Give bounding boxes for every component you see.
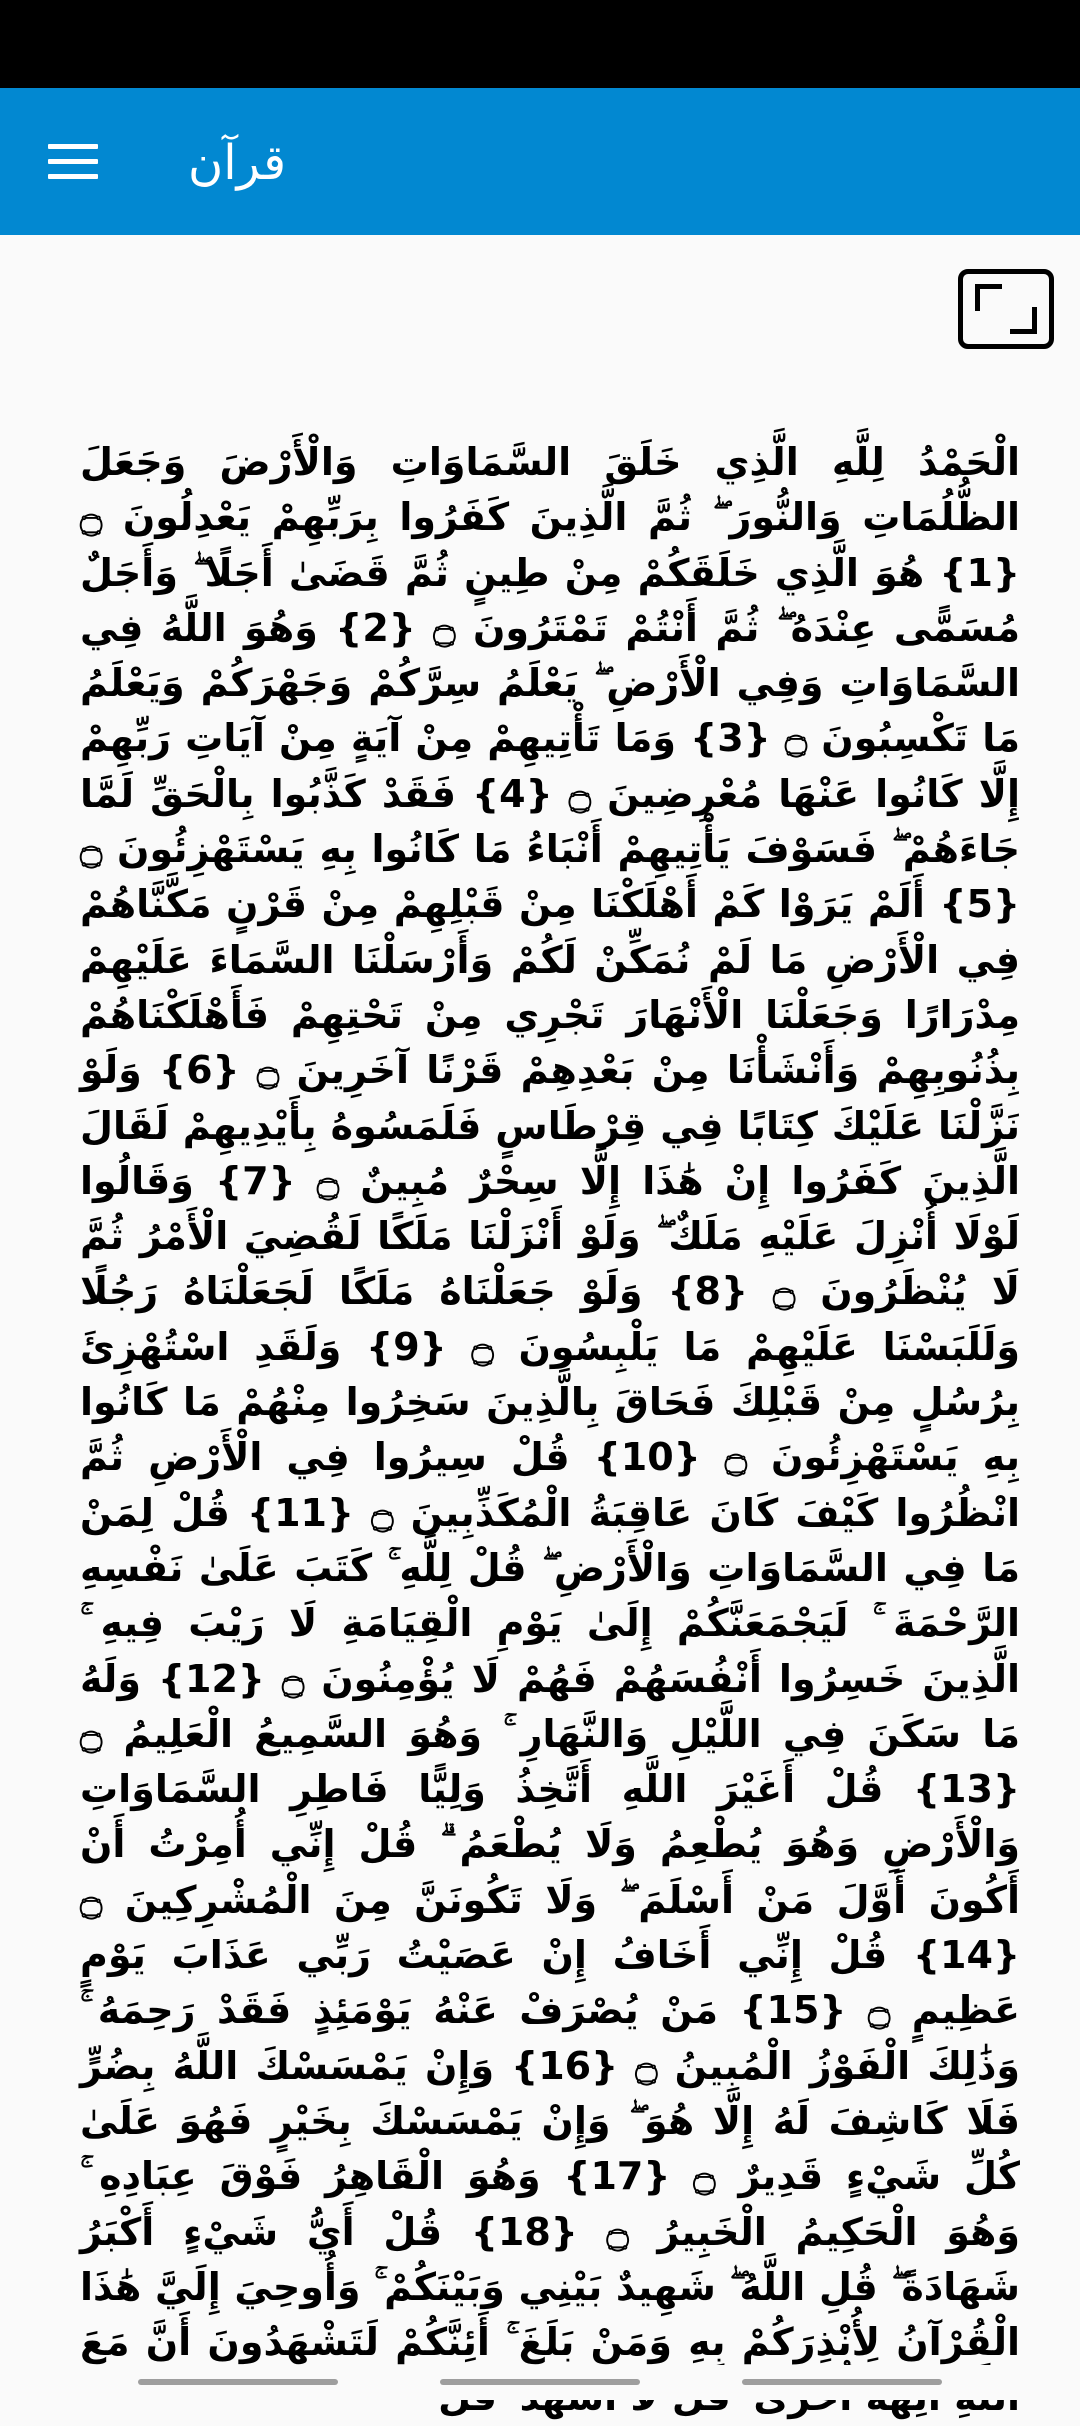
menu-line — [48, 159, 98, 164]
hamburger-menu-icon[interactable] — [44, 140, 104, 184]
nav-handle[interactable] — [138, 2379, 338, 2385]
app-bar — [0, 88, 1080, 235]
menu-line — [48, 144, 98, 149]
menu-line — [48, 174, 98, 179]
nav-handle[interactable] — [440, 2379, 640, 2385]
fullscreen-corner — [975, 284, 1002, 311]
status-bar — [0, 0, 1080, 88]
reading-pane[interactable] — [0, 235, 1080, 2365]
surah-text: الْحَمْدُ لِلَّهِ الَّذِي خَلَقَ السَّمَاوَاتِ وَالْأَرْضَ وَجَعَلَ الظُّلُمَاتِ وَالنُّورَ ۖ ثُمَّ الَّذِينَ كَفَرُوا بِرَبِّهِمْ يَعْدِلُونَ ۝ {1} هُوَ الَّذِي خَلَقَكُمْ مِنْ طِينٍ ثُمَّ قَضَىٰ أَجَلًا ۖ وَأَجَلٌ مُسَمًّى عِنْدَهُ ۖ ثُمَّ أَنْتُمْ تَمْتَرُونَ ۝ {2} وَهُوَ اللَّهُ فِي السَّمَاوَاتِ وَفِي الْأَرْضِ ۖ يَعْلَمُ سِرَّكُمْ وَجَهْرَكُمْ وَيَعْلَمُ مَا تَكْسِبُونَ ۝ {3} وَمَا تَأْتِيهِمْ مِنْ آيَةٍ مِنْ آيَاتِ رَبِّهِمْ إِلَّا كَانُوا عَنْهَا مُعْرِضِينَ ۝ {4} فَقَدْ كَذَّبُوا بِالْحَقِّ لَمَّا جَاءَهُمْ ۖ فَسَوْفَ يَأْتِيهِمْ أَنْبَاءُ مَا كَانُوا بِهِ يَسْتَهْزِئُونَ ۝ {5} أَلَمْ يَرَوْا كَمْ أَهْلَكْنَا مِنْ قَبْلِهِمْ مِنْ قَرْنٍ مَكَّنَّاهُمْ فِي الْأَرْضِ مَا لَمْ نُمَكِّنْ لَكُمْ وَأَرْسَلْنَا السَّمَاءَ عَلَيْهِمْ مِدْرَارًا وَجَعَلْنَا الْأَنْهَارَ تَجْرِي مِنْ تَحْتِهِمْ فَأَهْلَكْنَاهُمْ بِذُنُوبِهِمْ وَأَنْشَأْنَا مِنْ بَعْدِهِمْ قَرْنًا آخَرِينَ ۝ {6} وَلَوْ نَزَّلْنَا عَلَيْكَ كِتَابًا فِي قِرْطَاسٍ فَلَمَسُوهُ بِأَيْدِيهِمْ لَقَالَ الَّذِينَ كَفَرُوا إِنْ هَٰذَا إِلَّا سِحْرٌ مُبِينٌ ۝ {7} وَقَالُوا لَوْلَا أُنْزِلَ عَلَيْهِ مَلَكٌ ۖ وَلَوْ أَنْزَلْنَا مَلَكًا لَقُضِيَ الْأَمْرُ ثُمَّ لَا يُنْظَرُونَ ۝ {8} وَلَوْ جَعَلْنَاهُ مَلَكًا لَجَعَلْنَاهُ رَجُلًا وَلَلَبَسْنَا عَلَيْهِمْ مَا يَلْبِسُونَ ۝ {9} وَلَقَدِ اسْتُهْزِئَ بِرُسُلٍ مِنْ قَبْلِكَ فَحَاقَ بِالَّذِينَ سَخِرُوا مِنْهُمْ مَا كَانُوا بِهِ يَسْتَهْزِئُونَ ۝ {10} قُلْ سِيرُوا فِي الْأَرْضِ ثُمَّ انْظُرُوا كَيْفَ كَانَ عَاقِبَةُ الْمُكَذِّبِينَ ۝ {11} قُلْ لِمَنْ مَا فِي السَّمَاوَاتِ وَالْأَرْضِ ۖ قُلْ لِلَّهِ ۚ كَتَبَ عَلَىٰ نَفْسِهِ الرَّحْمَةَ ۚ لَيَجْمَعَنَّكُمْ إِلَىٰ يَوْمِ الْقِيَامَةِ لَا رَيْبَ فِيهِ ۚ الَّذِينَ خَسِرُوا أَنْفُسَهُمْ فَهُمْ لَا يُؤْمِنُونَ ۝ {12} وَلَهُ مَا سَكَنَ فِي اللَّيْلِ وَالنَّهَارِ ۚ وَهُوَ السَّمِيعُ الْعَلِيمُ ۝ {13} قُلْ أَغَيْرَ اللَّهِ أَتَّخِذُ وَلِيًّا فَاطِرِ السَّمَاوَاتِ وَالْأَرْضِ وَهُوَ يُطْعِمُ وَلَا يُطْعَمُ ۗ قُلْ إِنِّي أُمِرْتُ أَنْ أَكُونَ أَوَّلَ مَنْ أَسْلَمَ ۖ وَلَا تَكُونَنَّ مِنَ الْمُشْرِكِينَ ۝ {14} قُلْ إِنِّي أَخَافُ إِنْ عَصَيْتُ رَبِّي عَذَابَ يَوْمٍ عَظِيمٍ ۝ {15} مَنْ يُصْرَفْ عَنْهُ يَوْمَئِذٍ فَقَدْ رَحِمَهُ ۚ وَذَٰلِكَ الْفَوْزُ الْمُبِينُ ۝ {16} وَإِنْ يَمْسَسْكَ اللَّهُ بِضُرٍّ فَلَا كَاشِفَ لَهُ إِلَّا هُوَ ۖ وَإِنْ يَمْسَسْكَ بِخَيْرٍ فَهُوَ عَلَىٰ كُلِّ شَيْءٍ قَدِيرٌ ۝ {17} وَهُوَ الْقَاهِرُ فَوْقَ عِبَادِهِ ۚ وَهُوَ الْحَكِيمُ الْخَبِيرُ ۝ {18} قُلْ أَيُّ شَيْءٍ أَكْبَرُ شَهَادَةً ۖ قُلِ اللَّهُ ۖ شَهِيدٌ بَيْنِي وَبَيْنَكُمْ ۚ وَأُوحِيَ إِلَيَّ هَٰذَا الْقُرْآنُ لِأُنْذِرَكُمْ بِهِ وَمَنْ بَلَغَ ۚ أَئِنَّكُمْ لَتَشْهَدُونَ أَنَّ مَعَ — [80, 440, 1021, 2365]
nav-handle[interactable] — [742, 2379, 942, 2385]
fullscreen-corner — [1010, 307, 1037, 334]
fullscreen-icon[interactable] — [958, 269, 1054, 349]
app-title: قرآن — [188, 135, 287, 191]
gesture-nav-bar — [0, 2365, 1080, 2400]
